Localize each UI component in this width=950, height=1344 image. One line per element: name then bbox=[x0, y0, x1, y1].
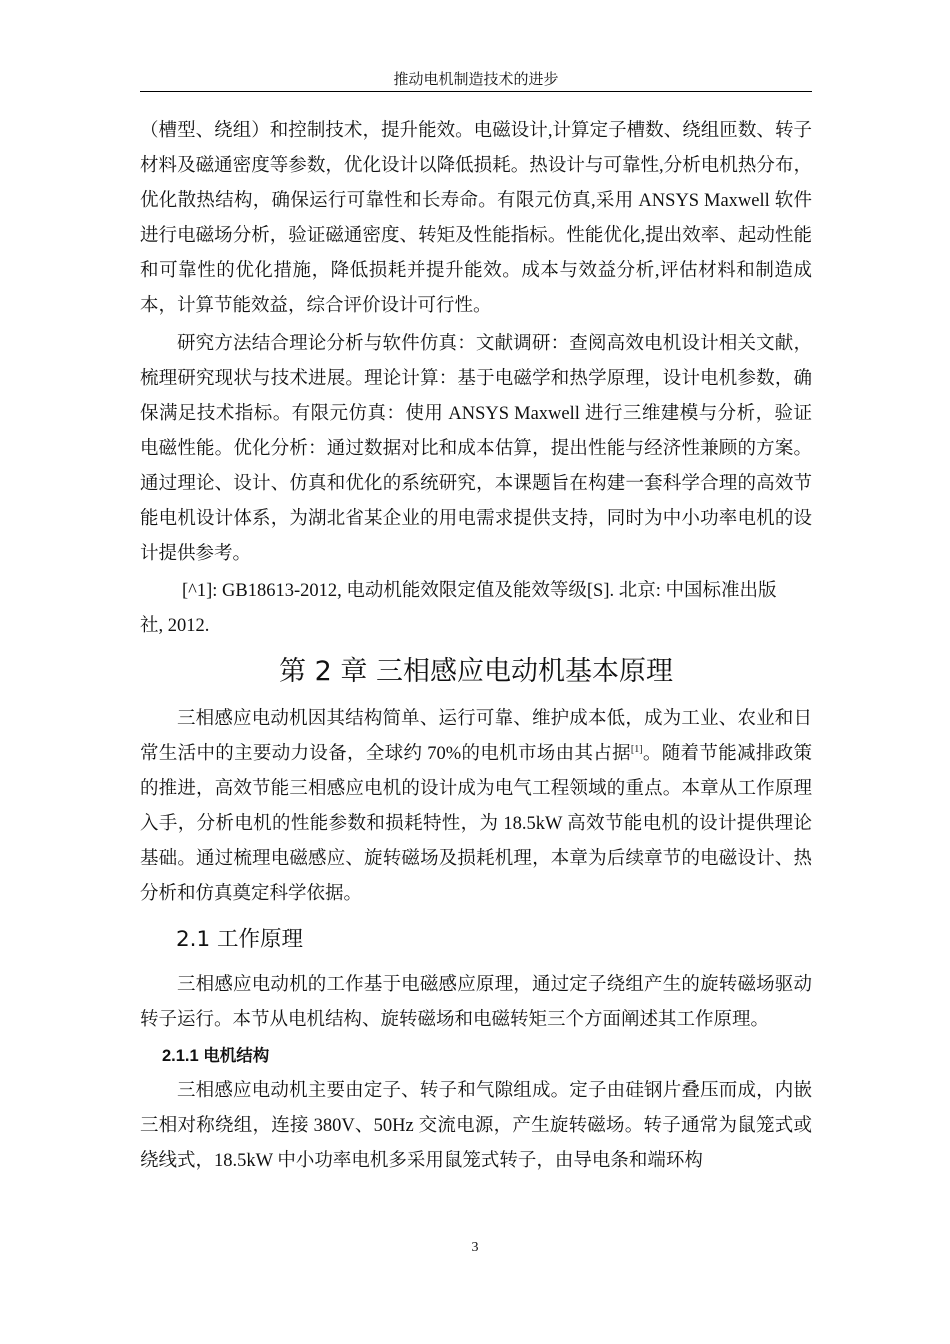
citation-marker: [1] bbox=[630, 743, 643, 755]
chapter-intro-text-b: 。随着节能减排政策的推进，高效节能三相感应电机的设计成为电气工程领域的重点。本章从工作原理入手，分析电机的性能参数和损耗特性，为 18.5kW 高效节能电机的设计提供理论基础。通过梳理电磁感应、旋转磁场及损耗机理，本章为后续章节的电磁设计、热分析和仿真奠定科学依据。 bbox=[140, 744, 812, 904]
paragraph-intro-continued: （槽型、绕组）和控制技术，提升能效。电磁设计,计算定子槽数、绕组匝数、转子材料及磁通密度等参数，优化设计以降低损耗。热设计与可靠性,分析电机热分布，优化散热结构，确保运行可靠性和长寿命。有限元仿真,采用 ANSYS Maxwell 软件进行电磁场分析，验证磁通密度、转矩及性能指标。性能优化,提出效率、起动性能和可靠性的优化措施，降低损耗并提升能效。成本与效益分析,评估材料和制造成本，计算节能效益，综合评价设计可行性。 bbox=[140, 121, 812, 316]
subsection-title: 2.1.1 电机结构 bbox=[162, 1047, 270, 1065]
paragraph-chapter-intro bbox=[140, 702, 812, 912]
paragraph-section: 三相感应电动机的工作基于电磁感应原理，通过定子绕组产生的旋转磁场驱动转子运行。本节从电机结构、旋转磁场和电磁转矩三个方面阐述其工作原理。 bbox=[140, 975, 812, 1030]
footnote-line-1: [^1]: GB18613-2012, 电动机能效限定值及能效等级[S]. 北京: 中国标准出版 bbox=[182, 581, 777, 601]
chapter-title: 第 2 章 三相感应电动机基本原理 bbox=[279, 656, 673, 687]
chapter-intro-text-a: 三相感应电动机因其结构简单、运行可靠、维护成本低，成为工业、农业和日常生活中的主要动力设备，全球约 70%的电机市场由其占据 bbox=[140, 709, 812, 764]
paragraph-subsection: 三相感应电动机主要由定子、转子和气隙组成。定子由硅钢片叠压而成，内嵌三相对称绕组，连接 380V、50Hz 交流电源，产生旋转磁场。转子通常为鼠笼式或绕线式，18.5kW 中小功率电机多采用鼠笼式转子，由导电条和端环构 bbox=[140, 1081, 812, 1171]
section-title: 2.1 工作原理 bbox=[176, 927, 304, 952]
paragraph-methods: 研究方法结合理论分析与软件仿真：文献调研：查阅高效电机设计相关文献，梳理研究现状与技术进展。理论计算：基于电磁学和热学原理，设计电机参数，确保满足技术指标。有限元仿真：使用 ANSYS Maxwell 进行三维建模与分析，验证电磁性能。优化分析：通过数据对比和成本估算，提出性能与经济性兼顾的方案。通过理论、设计、仿真和优化的系统研究，本课题旨在构建一套科学合理的高效节能电机设计体系，为湖北省某企业的用电需求提供支持，同时为中小功率电机的设计提供参考。 bbox=[140, 334, 812, 564]
header-divider bbox=[140, 91, 812, 92]
page-number: 3 bbox=[471, 1240, 479, 1255]
page-content bbox=[140, 114, 812, 1179]
running-header: 推动电机制造技术的进步 bbox=[393, 70, 559, 88]
footnote-line-2: 社, 2012. bbox=[140, 616, 210, 636]
